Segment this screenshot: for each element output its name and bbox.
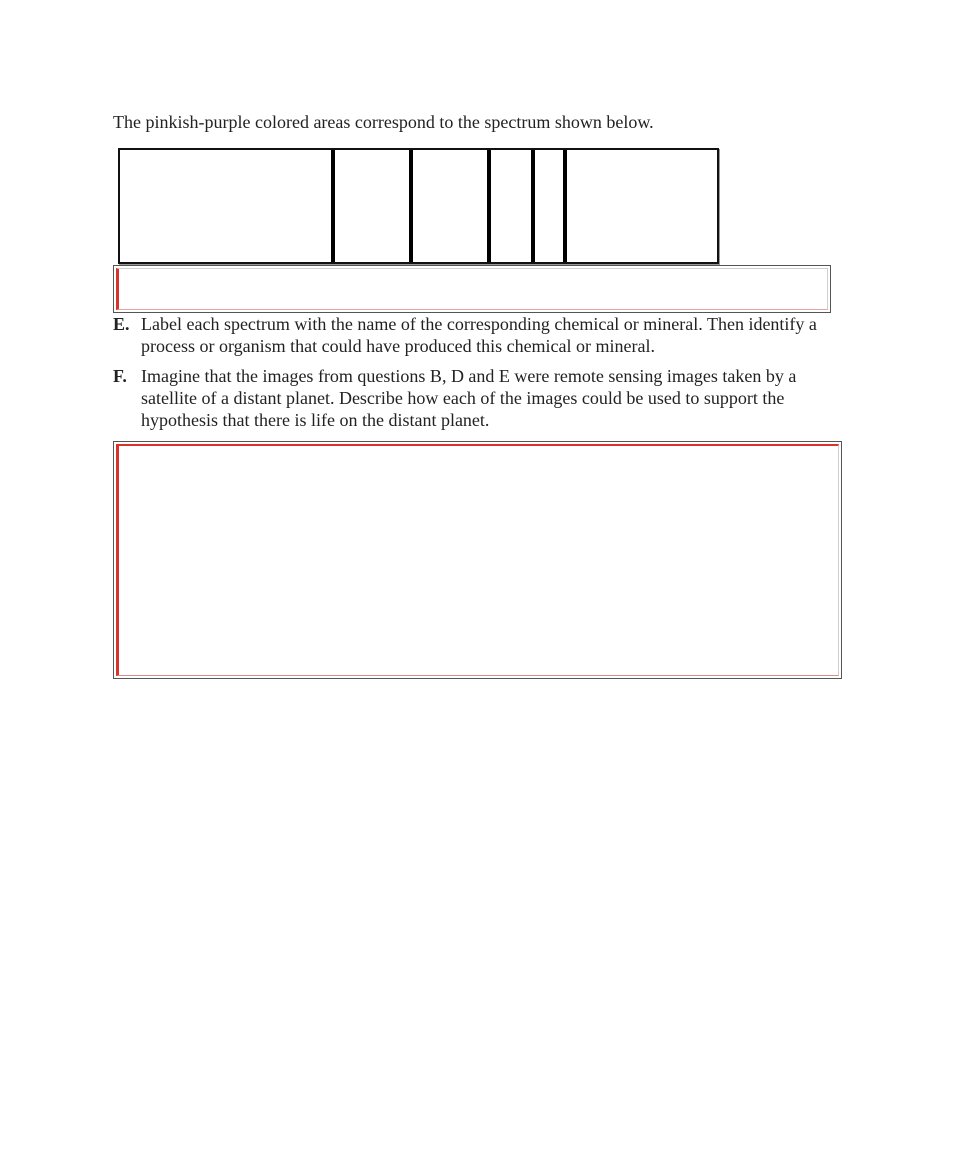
question-letter: E. — [113, 314, 130, 334]
spectrum-line — [409, 150, 413, 262]
spectrum-line — [487, 150, 491, 262]
question-f — [113, 365, 843, 431]
spectrum-line — [531, 150, 535, 262]
intro-text: The pinkish-purple colored areas correspond to the spectrum shown below. — [113, 112, 654, 132]
emission-spectrum — [118, 148, 719, 264]
answer-input-spectrum[interactable] — [114, 266, 830, 312]
answer-box-spectrum[interactable] — [113, 265, 831, 313]
answer-input-question-f[interactable] — [114, 442, 841, 678]
question-text: Label each spectrum with the name of the corresponding chemical or mineral. Then identify a process or organism that could have produced this chemical or mineral. — [141, 314, 817, 356]
question-e — [113, 313, 843, 357]
spectrum-line — [331, 150, 335, 262]
question-text: Imagine that the images from questions B, D and E were remote sensing images taken by a satellite of a distant planet. Describe how each of the images could be used to support the hypothesis that there is life on the distant planet. — [141, 366, 797, 430]
question-letter: F. — [113, 366, 127, 386]
spectrum-line — [563, 150, 567, 262]
answer-box-question-f[interactable] — [113, 441, 842, 679]
